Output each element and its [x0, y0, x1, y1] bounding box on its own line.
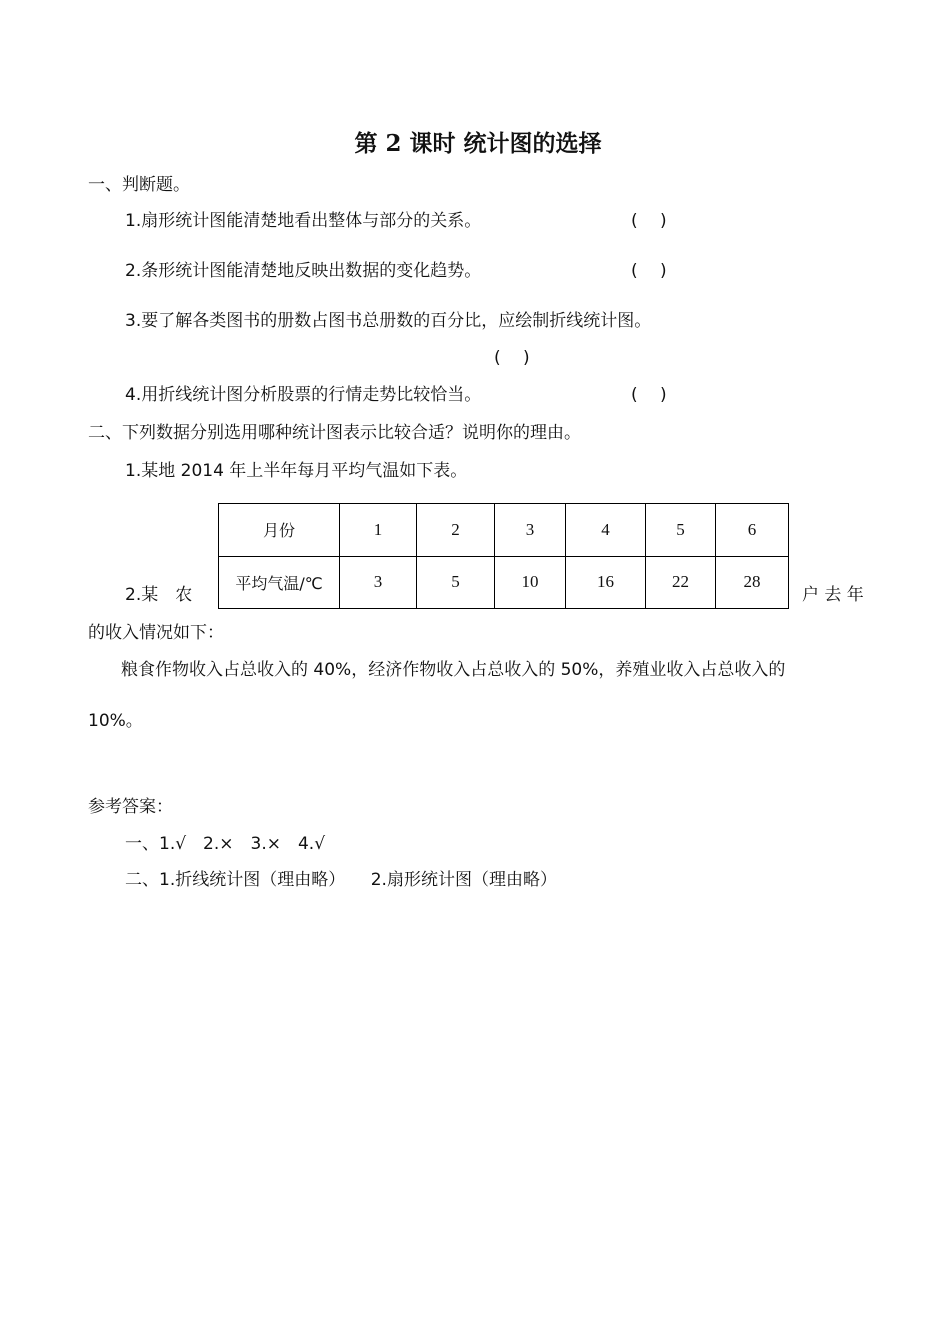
section-1-heading: 一、判断题。 — [88, 175, 190, 195]
question-1-1: 1.扇形统计图能清楚地看出整体与部分的关系。 — [125, 211, 482, 231]
question-1-4: 4.用折线统计图分析股票的行情走势比较恰当。 — [125, 385, 482, 405]
page-title: 第 2 课时 统计图的选择 — [354, 130, 602, 157]
question-2-2-start: 2.某 农 — [125, 585, 193, 605]
answer-blank-2: ( ) — [631, 261, 667, 281]
temperature-cell: 22 — [646, 556, 716, 609]
question-2-2-tail: 10%。 — [88, 711, 143, 731]
temperature-cell: 10 — [495, 556, 566, 609]
answer-blank-1: ( ) — [631, 211, 667, 231]
table-row — [219, 504, 789, 557]
row-header-temperature: 平均气温/℃ — [219, 556, 340, 609]
question-2-2-line2: 的收入情况如下： — [88, 623, 224, 643]
question-1-3: 3.要了解各类图书的册数占图书总册数的百分比，应绘制折线统计图。 — [125, 311, 652, 331]
section-2-heading: 二、下列数据分别选用哪种统计图表示比较合适？说明你的理由。 — [88, 423, 581, 443]
temperature-cell: 16 — [566, 556, 646, 609]
table-row — [219, 556, 789, 609]
answers-heading: 参考答案： — [88, 797, 173, 817]
answers-part-2: 二、1.折线统计图（理由略） 2.扇形统计图（理由略） — [125, 870, 557, 890]
temperature-cell: 5 — [417, 556, 495, 609]
month-cell: 6 — [716, 504, 789, 557]
month-cell: 1 — [340, 504, 417, 557]
question-2-1: 1.某地 2014 年上半年每月平均气温如下表。 — [125, 461, 468, 481]
answer-blank-4: ( ) — [631, 385, 667, 405]
question-2-2-body: 粮食作物收入占总收入的 40%，经济作物收入占总收入的 50%，养殖业收入占总收入的 — [121, 660, 786, 680]
row-header-month: 月份 — [219, 504, 340, 557]
question-1-2: 2.条形统计图能清楚地反映出数据的变化趋势。 — [125, 261, 482, 281]
temperature-cell: 3 — [340, 556, 417, 609]
answers-part-1: 一、1.√ 2.× 3.× 4.√ — [125, 834, 326, 854]
month-cell: 3 — [495, 504, 566, 557]
answer-blank-3: ( ) — [494, 348, 530, 368]
question-2-2-end: 户 去 年 — [802, 585, 864, 605]
month-cell: 5 — [646, 504, 716, 557]
month-cell: 2 — [417, 504, 495, 557]
temperature-cell: 28 — [716, 556, 789, 609]
month-cell: 4 — [566, 504, 646, 557]
temperature-table — [218, 503, 789, 609]
